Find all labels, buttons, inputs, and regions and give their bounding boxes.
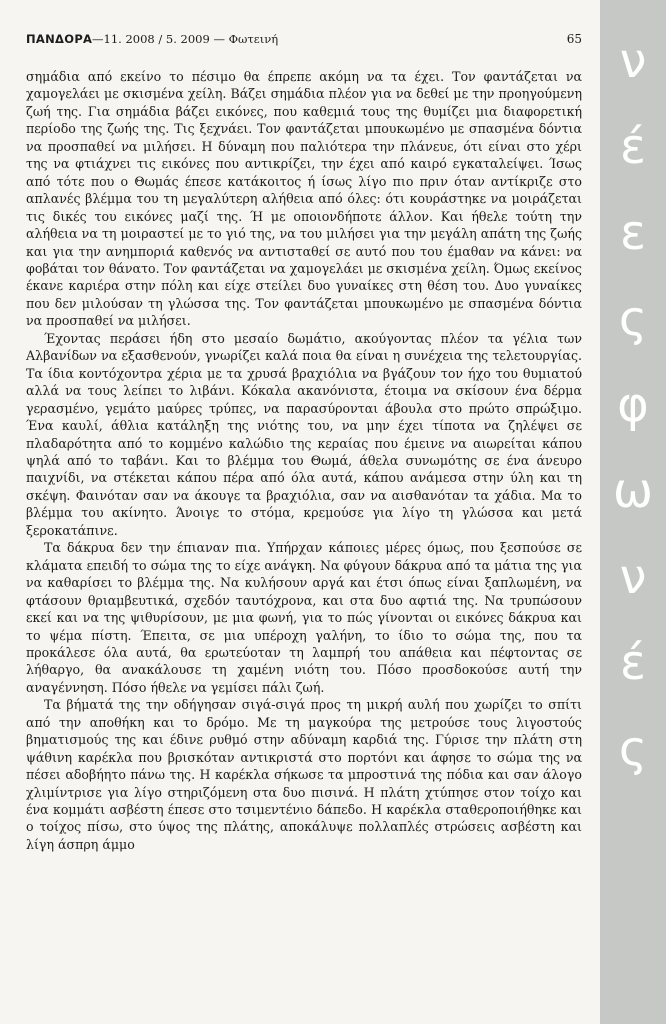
- paragraph-1: σημάδια από εκείνο το πέσιμο θα έπρεπε ακόμη να τα έχει. Τον φαντάζεται να χαμογελάει με σκισμένα χείλη. Βάζει σημάδια πλέον για να δεθεί με την προηγούμενη ζωή της. Για σημάδια βάζει εικόνες, που καθεμιά τους της θυμίζει μια διαφορετική περίοδο της ζωής της. Τις ξεχνάει. Τον φαντάζεται μπουκωμένο με σπασμένα δόντια να προσπαθεί να μιλήσει. Η δύναμη που παλιότερα την πλάνευε, ότι είναι στο χέρι της να φτιάχνει τις εικόνες που αντικρίζει, την έχει από καιρό εγκαταλείψει. Ίσως από τότε που ο Θωμάς έπεσε κατάκοιτος ή ίσως λίγο πιο πριν όταν αντίκριζε στο απλανές βλέμμα του τη μεγαλύτερη αλήθεια από όλες: ότι κουράστηκε να μοιράζεται τις δικές του εικόνες μαζί της. Ή με οποιονδήποτε άλλον. Και ήθελε τούτη την αλήθεια να τη μοιραστεί με το γιό της, να του μιλήσει για την μεγάλη απάτη της ζωής και για την ανημποριά καθενός να αντισταθεί σε αυτό που του έμαθαν να κάνει: να φοβάται τον θάνατο. Τον φαντάζεται να χαμογελάει με σκισμένα χείλη. Όμως εκείνος έκανε καριέρα στην πόλη και είχε στείλει δυο γυναίκες στη θέση του. Δυο γυναίκες που δεν μιλούσαν τη γλώσσα της. Τον φαντάζεται μπουκωμένο με σπασμένα δόντια να προσπαθεί να μιλήσει.: [26, 69, 582, 329]
- sidebar-letter: έ: [620, 119, 646, 175]
- running-header: [26, 29, 582, 49]
- sidebar-vertical-title: [600, 18, 666, 792]
- issue-and-author: —11. 2008 / 5. 2009 — Φωτεινή: [92, 32, 279, 46]
- paragraph-3: Τα δάκρυα δεν την έπιαναν πια. Υπήρχαν κάποιες μέρες όμως, που ξεσπούσε σε κλάματα επειδή το σώμα της το είχε ανάγκη. Να φύγουν δάκρυα από τα μάτια της για να καθαρίσει το βλέμμα της. Να κυλήσουν αργά και έτσι όπως είναι ξαπλωμένη, να φτάσουν θριαμβευτικά, σχεδόν ταυτόχρονα, και στα δυο αφτιά της. Να τρυπώσουν εκεί και να της ψιθυρίσουν, με μια φωνή, για το πώς γίνονται οι εικόνες δάκρυα και το ψέμα πίστη. Έπειτα, σε μια υπέροχη γαλήνη, το ίδιο το σώμα της, που τα προκάλεσε όλα αυτά, θα ερωτεύοταν τη λαμπρή του απάθεια και πέφτοντας σε λήθαργο, θα ανακάλουσε τη χαμένη νιότη του. Πόσο προσδοκούσε αυτή την αναγέννηση. Πόσο ήθελε να γεμίσει πάλι ζωή.: [26, 540, 582, 695]
- sidebar-letter: έ: [620, 635, 646, 691]
- body-text: [26, 68, 582, 853]
- sidebar-letter: ν: [619, 33, 647, 89]
- sidebar-letter: ε: [620, 205, 646, 261]
- sidebar-letter: ω: [612, 463, 654, 519]
- page-number: 65: [566, 32, 582, 46]
- section-sidebar: [600, 0, 666, 1024]
- paragraph-4: Τα βήματά της την οδήγησαν σιγά-σιγά προς τη μικρή αυλή που χωρίζει το σπίτι από την αποθήκη και το δρόμο. Με τη μαγκούρα της μετρούσε τους λιγοστούς βηματισμούς της και έδινε ρυθμό στην αδύναμη καρδιά της. Γύρισε την πλάτη στη ψάθινη καρέκλα που βρισκόταν αντικριστά στο πορτόνι και άφησε το σώμα της να πέσει αδοβήητο πάνω της. Η καρέκλα σήκωσε τα μπροστινά της πόδια και σαν άλογο χλιμίντρισε για λίγο στηριζόμενη στα δυο πισινά. Η πλάτη χτύπησε στον τοίχο και ένα κομμάτι ασβέστη έπεσε στο τσιμεντένιο δάπεδο. Η καρέκλα σταθεροποιήθηκε και ο τοίχος πίσω, στο ύψος της πλάτης, αποκάλυψε πολλαπλές στρώσεις ασβέστη και λίγη άσπρη άμμο: [26, 697, 582, 852]
- sidebar-letter: ν: [619, 549, 647, 605]
- sidebar-letter: ς: [618, 291, 648, 347]
- sidebar-letter: φ: [617, 377, 649, 433]
- paragraph-2: Έχοντας περάσει ήδη στο μεσαίο δωμάτιο, ακούγοντας πλέον τα γέλια των Αλβανίδων να εξασθενούν, γνωρίζει καλά ποια θα είναι η συνέχεια της τελετουργίας. Τα ίδια κοντόχοντρα χέρια με τα χρυσά βραχιόλια να βγάζουν τον ήχο του θυμιατού αλλά να τους λείπει το λιβάνι. Κόκαλα ακανόνιστα, έτοιμα να σκίσουν ένα δέρμα γερασμένο, γεμάτο μαύρες τρύπες, να παρασύρονται άβουλα στο πρώτο σπρώξιμο. Ένα καυλί, άθλια κατάληξη της νιότης του, να μην έχει τίποτα να ζηλέψει σε πλαδαρότητα από το κομμένο καλώδιο της κεραίας που έμεινε να αιωρείται κάπου ψηλά από το ταβάνι. Και το βλέμμα του Θωμά, άθελα συνωμότης σε ένα άνευρο παιχνίδι, να στέκεται κάπου πέρα από όλα αυτά, κάπου ανάμεσα στην ύλη και τη σκέψη. Φαινόταν σαν να άκουγε τα βραχιόλια, σαν να αισθανόταν τα χάδια. Μα το βλέμμα του ακίνητο. Άνοιγε το στόμα, κρεμούσε για λίγο τη γλώσσα και μετά ξεροκατάπινε.: [26, 330, 582, 538]
- sidebar-letter: ς: [618, 721, 648, 777]
- journal-title: ΠΑΝΔΟΡΑ: [26, 32, 93, 46]
